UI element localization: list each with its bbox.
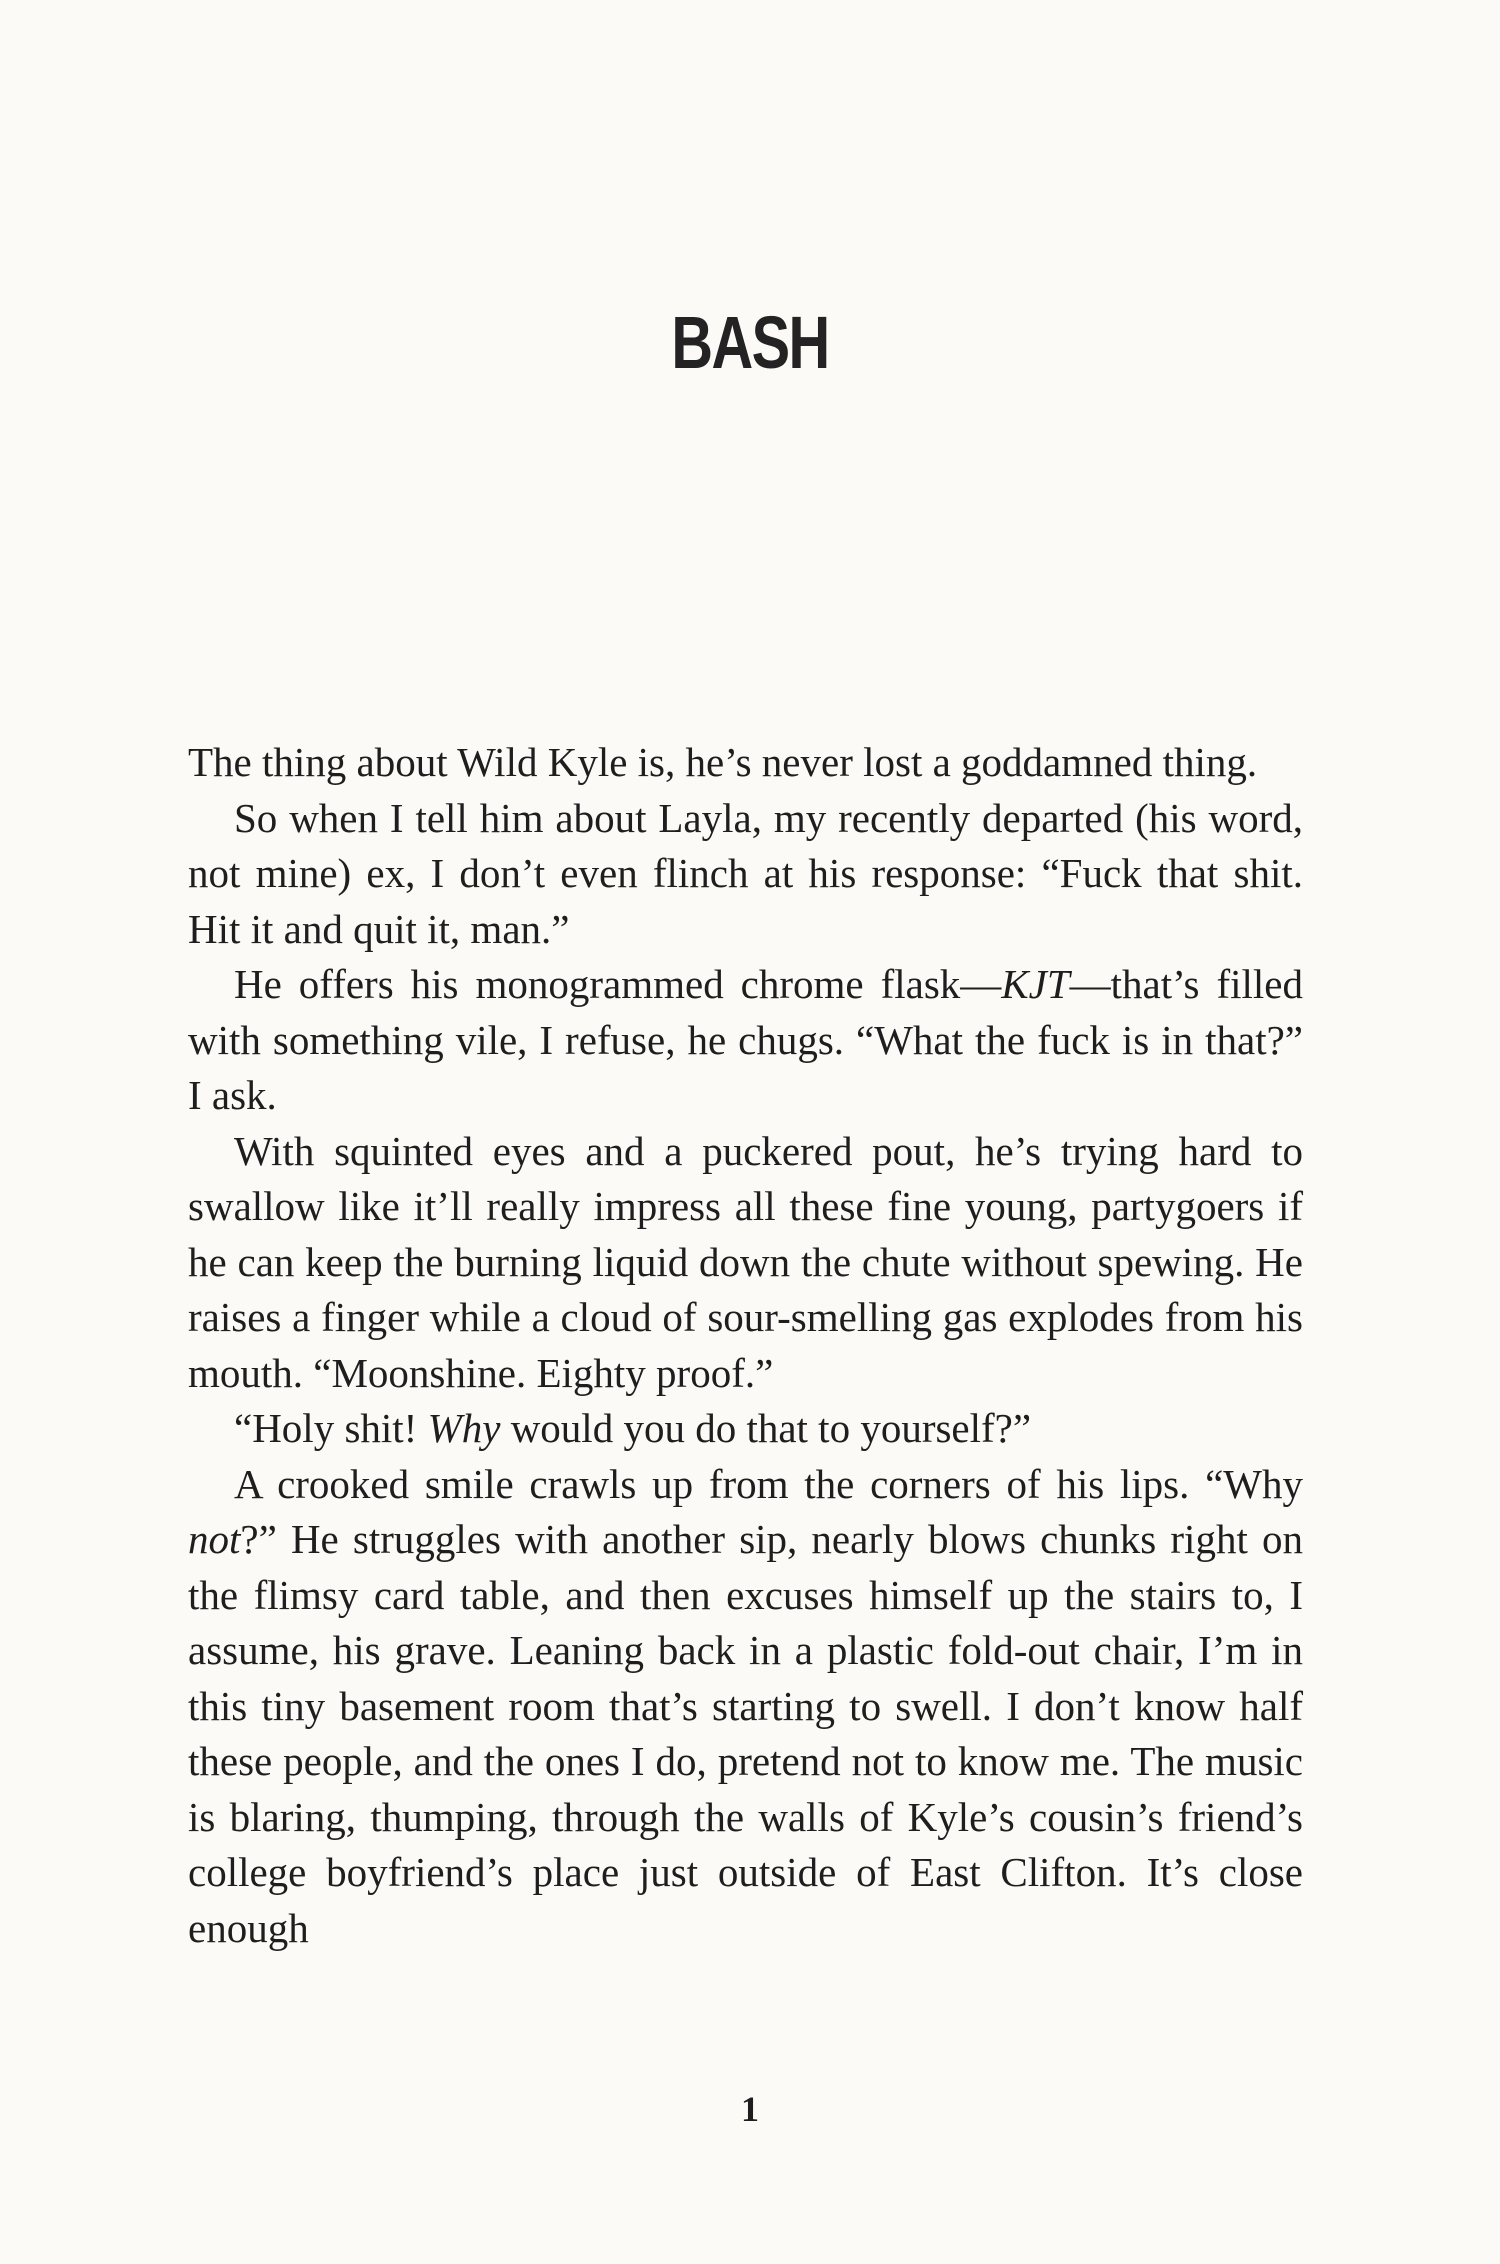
text-run: ?” He struggles with another sip, nearly blows chunks right on the flimsy card table, and then excuses himself up the stairs to, I assume, his grave. Leaning back in a plastic fold-out chair, I’m in this tiny basement room that’s starting to swell. I don’t know half these people, and the ones I do, pretend not to know me. The music is blaring, thumping, through the walls of Kyle’s cousin’s friend’s college boyfriend’s place just outside of East Clifton. It’s close enough — [188, 1516, 1303, 1951]
text-run: So when I tell him about Layla, my recently departed (his word, not mine) ex, I don’t even flinch at his response: “Fuck that shit. Hit it and quit it, man.” — [188, 794, 1303, 952]
text-run: —that’s filled with something vile, I refuse, he chugs. “What the fuck is in that?” I ask. — [188, 961, 1303, 1118]
body-text — [188, 735, 1303, 1956]
paragraph — [188, 957, 1303, 1124]
paragraph — [188, 1124, 1303, 1402]
page-number: 1 — [741, 2089, 759, 2129]
paragraph — [188, 1457, 1303, 1957]
paragraph — [188, 1401, 1303, 1457]
italic-text: Why — [427, 1405, 501, 1451]
text-run: He offers his monogrammed chrome flask— — [234, 961, 1002, 1007]
text-run: A crooked smile crawls up from the corners of his lips. “Why — [234, 1460, 1303, 1507]
text-run: would you do that to yourself?” — [500, 1405, 1032, 1451]
text-run: The thing about Wild Kyle is, he’s never lost a goddamned thing. — [188, 739, 1258, 785]
italic-text: KJT — [1001, 961, 1070, 1007]
paragraph — [188, 791, 1303, 958]
chapter-title: BASH — [671, 301, 829, 384]
paragraph — [188, 735, 1303, 791]
text-run: With squinted eyes and a puckered pout, he’s trying hard to swallow like it’ll really impress all these fine young, partygoers if he can keep the burning liquid down the chute without spewing. He raises a finger while a cloud of sour-smelling gas explodes from his mouth. “Moonshine. Eighty proof.” — [188, 1127, 1303, 1396]
text-run: “Holy shit! — [234, 1405, 428, 1451]
italic-text: not — [188, 1516, 241, 1562]
